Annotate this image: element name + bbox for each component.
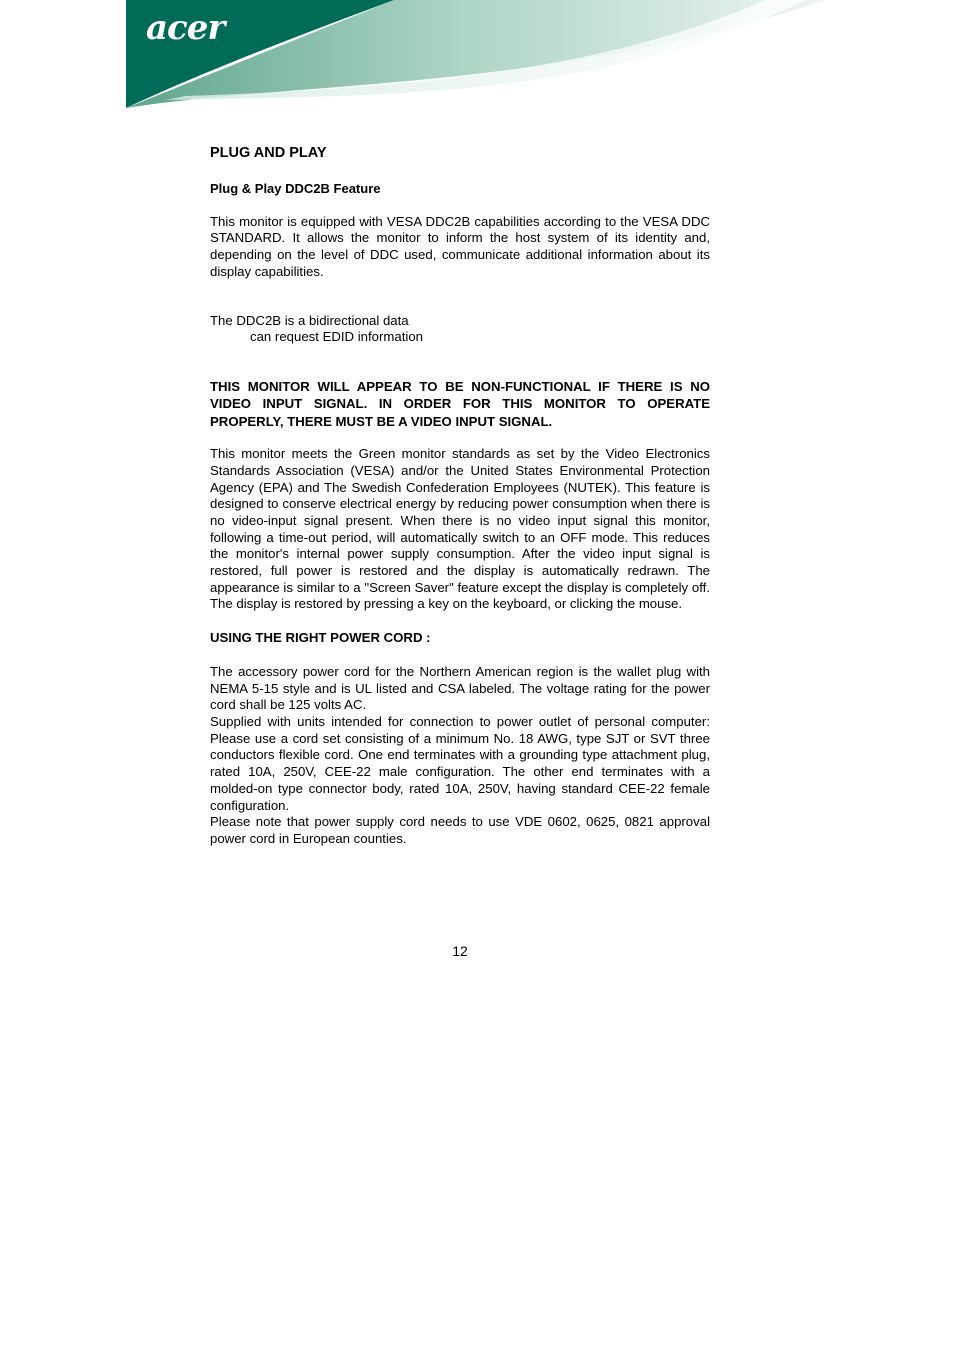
document-body xyxy=(210,143,710,848)
green-standards-paragraph: This monitor meets the Green monitor standards as set by the Video Electronics Standards Association (VESA) and/or the United States Environmental Protection Agency (EPA) and The Swedish Confederation Employees (NUTEK). This feature is designed to conserve electrical energy by reducing power consumption when there is no video-input signal present. When there is no video input signal this monitor, following a time-out period, will automatically switch to an OFF mode. This reduces the monitor's internal power supply consumption. After the video input signal is restored, full power is restored and the display is automatically redrawn. The appearance is similar to a "Screen Saver" feature except the display is completely off. The display is restored by pressing a key on the keyboard, or clicking the mouse. xyxy=(210,446,710,612)
ddc-description-line-1: The DDC2B is a bidirectional data xyxy=(210,312,409,328)
header-swoosh-graphic xyxy=(126,0,826,110)
intro-paragraph: This monitor is equipped with VESA DDC2B capabilities according to the VESA DDC STANDARD. It allows the monitor to inform the host system of its identity and, depending on the level of DDC used, communicate additional information about its display capabilities. xyxy=(210,213,710,279)
power-cord-heading: USING THE RIGHT POWER CORD : xyxy=(210,630,431,646)
page-header-banner xyxy=(126,0,826,110)
ddc-description-line-2: can request EDID information xyxy=(250,329,423,345)
no-signal-warning: THIS MONITOR WILL APPEAR TO BE NON-FUNCTIONAL IF THERE IS NO VIDEO INPUT SIGNAL. IN ORDER FOR THIS MONITOR TO OPERATE PROPERLY, THERE MUST BE A VIDEO INPUT SIGNAL. xyxy=(210,378,710,429)
power-cord-paragraph-2: Supplied with units intended for connection to power outlet of personal computer: Please use a cord set consisting of a minimum No. 18 AWG, type SJT or SVT three conductors flexible cord. One end terminates with a grounding type attachment plug, rated 10A, 250V, CEE-22 male configuration. The other end terminates with a molded-on type connector body, rated 10A, 250V, having standard CEE-22 female configuration. xyxy=(210,713,710,813)
section-title: PLUG AND PLAY xyxy=(210,145,327,161)
power-cord-paragraph-1: The accessory power cord for the Northern American region is the wallet plug with NEMA 5-15 style and is UL listed and CSA labeled. The voltage rating for the power cord shall be 125 volts AC. xyxy=(210,663,710,713)
subsection-title: Plug & Play DDC2B Feature xyxy=(210,181,381,196)
page-number: 12 xyxy=(452,943,468,959)
power-cord-paragraph-3: Please note that power supply cord needs to use VDE 0602, 0625, 0821 approval power cord in European counties. xyxy=(210,814,710,846)
acer-logo: acer xyxy=(146,8,225,48)
